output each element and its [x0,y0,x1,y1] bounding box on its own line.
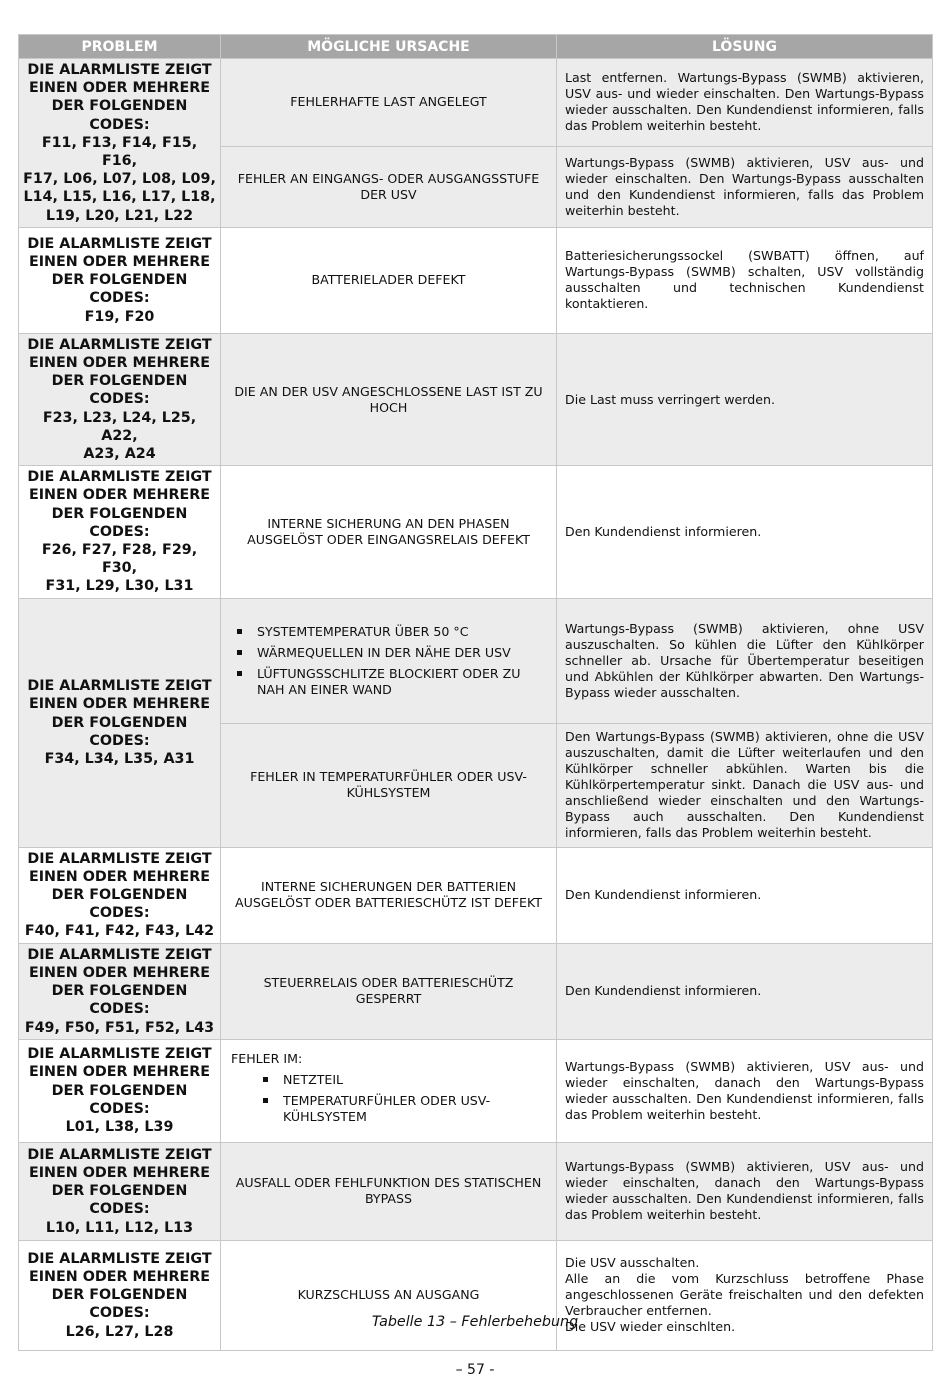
problem-line: DER FOLGENDEN [51,1082,188,1099]
table-row [19,59,933,147]
table-row [19,598,933,723]
solution-text: Die Last muss verringert werden. [565,391,775,407]
problem-cell [19,466,221,598]
cause-cell [221,598,557,723]
table-row [19,227,933,333]
solution-cell [557,943,933,1039]
solution-cell [557,1240,933,1350]
problem-line: EINEN ODER MEHRERE [28,964,211,981]
problem-cell [19,1240,221,1350]
table-row [19,1039,933,1142]
cause-text: DIE AN DER USV ANGESCHLOSSENE LAST IST ZU HOCH [234,383,543,415]
document-page [18,34,932,1351]
problem-line: CODES: [89,116,150,133]
problem-line: F17, L06, L07, L08, L09, [23,171,216,188]
problem-line: EINEN ODER MEHRERE [28,1268,211,1285]
problem-cell [19,333,221,465]
cause-cell [221,146,557,227]
problem-line: CODES: [89,1305,150,1322]
problem-line: DER FOLGENDEN [51,1183,188,1200]
solution-cell [557,723,933,847]
problem-line: DIE ALARMLISTE ZEIGT [27,1250,212,1267]
problem-line: DER FOLGENDEN [51,887,188,904]
problem-cell [19,1142,221,1240]
table-header-row [19,35,933,59]
problem-cell [19,598,221,847]
problem-line: DIE ALARMLISTE ZEIGT [27,469,212,486]
problem-line: F11, F13, F14, F15, F16, [41,134,198,170]
problem-line: CODES: [89,290,150,307]
problem-line: CODES: [89,523,150,540]
cause-cell [221,723,557,847]
problem-line: DER FOLGENDEN [51,98,188,115]
problem-line: EINEN ODER MEHRERE [28,487,211,504]
problem-line: DER FOLGENDEN [51,272,188,289]
cause-cell [221,59,557,147]
problem-line: DER FOLGENDEN [51,505,188,522]
problem-line: EINEN ODER MEHRERE [28,868,211,885]
problem-line: F23, L23, L24, L25, A22, [42,409,197,444]
problem-line: DER FOLGENDEN [51,983,188,1000]
cause-cell [221,466,557,598]
problem-line: DIE ALARMLISTE ZEIGT [27,336,212,353]
problem-line: DIE ALARMLISTE ZEIGT [27,850,212,867]
problem-line: F26, F27, F28, F29, F30, [41,542,198,577]
problem-cell [19,59,221,228]
problem-line: L14, L15, L16, L17, L18, [23,189,216,206]
problem-line: F49, F50, F51, F52, L43 [24,1019,215,1036]
problem-line: L10, L11, L12, L13 [45,1219,194,1236]
solution-text: Last entfernen. Wartungs-Bypass (SWMB) aktivieren, USV aus- und wieder einschalten. Den Wartungs-Bypass wieder ausschalten. Den Kundendienst informieren, falls das Problem weiterhin besteht. [565,70,924,134]
table-row [19,943,933,1039]
solution-line: Die USV wieder einschlten. [565,1319,736,1335]
problem-line: EINEN ODER MEHRERE [28,254,211,271]
problem-cell [19,227,221,333]
problem-cell [19,1039,221,1142]
problem-line: CODES: [89,1100,150,1117]
cause-text: INTERNE SICHERUNGEN DER BATTERIEN AUSGELÖST ODER BATTERIESCHÜTZ IST DEFEKT [235,879,542,911]
solution-text: Batteriesicherungssockel (SWBATT) öffnen, auf Wartungs-Bypass (SWMB) schalten, USV vollständig ausschalten und technischen Kundendienst kontaktieren. [565,248,924,312]
cause-bullet-item: NETZTEIL [231,1072,546,1088]
problem-line: DIE ALARMLISTE ZEIGT [27,678,212,695]
cause-bullet-item: WÄRMEQUELLEN IN DER NÄHE DER USV [231,645,546,661]
problem-line: DIE ALARMLISTE ZEIGT [27,235,212,252]
problem-line: DIE ALARMLISTE ZEIGT [27,62,212,78]
problem-line: A23, A24 [83,446,156,463]
cause-text: AUSFALL ODER FEHLFUNKTION DES STATISCHEN BYPASS [235,1175,542,1207]
solution-text: Wartungs-Bypass (SWMB) aktivieren, ohne USV auszuschalten. So kühlen die Lüfter den Kühlkörper schneller ab. Ursache für Übertemperatur beseitigen und Abkühlen der Kühlkörper abwarten. Den Wartungs-Bypass wieder ausschalten. [565,620,924,700]
problem-line: DER FOLGENDEN [51,1287,188,1304]
problem-line: CODES: [89,391,150,408]
table-row [19,466,933,598]
cause-bullet-list [231,624,546,698]
solution-text: Wartungs-Bypass (SWMB) aktivieren, USV aus- und wieder einschalten. Den Wartungs-Bypass ausschalten und den Kundendienst informieren, falls das Problem weiterhin besteht. [565,154,924,218]
solution-line: Alle an die vom Kurzschluss betroffene Phase angeschlossenen Geräte freischalten und den defekten Verbraucher entfernen. [565,1271,924,1319]
solution-cell [557,466,933,598]
cause-bullet-item: LÜFTUNGSSCHLITZE BLOCKIERT ODER ZU NAH AN EINER WAND [231,666,546,698]
solution-text: Den Kundendienst informieren. [565,523,762,539]
cause-text: FEHLER AN EINGANGS- ODER AUSGANGSSTUFE DER USV [237,170,540,202]
problem-line: CODES: [89,732,150,749]
cause-cell [221,1039,557,1142]
cause-cell [221,333,557,465]
problem-line: DIE ALARMLISTE ZEIGT [27,946,212,963]
problem-line: DIE ALARMLISTE ZEIGT [27,1146,212,1163]
problem-line: EINEN ODER MEHRERE [28,80,211,97]
solution-text: Wartungs-Bypass (SWMB) aktivieren, USV aus- und wieder einschalten, danach den Wartungs-Bypass wieder ausschalten. Den Kundendienst informieren, falls das Problem weiterhin besteht. [565,1058,924,1122]
table-caption: Tabelle 13 – Fehlerbehebung [371,1314,579,1330]
problem-line: DER FOLGENDEN [51,714,188,731]
cause-cell [221,227,557,333]
problem-cell [19,847,221,943]
page-number: – 57 - [455,1362,495,1378]
problem-line: CODES: [89,1201,150,1218]
solution-cell [557,227,933,333]
header-solution: LÖSUNG [557,35,933,59]
cause-cell [221,847,557,943]
troubleshooting-table [18,34,933,1351]
solution-cell [557,333,933,465]
problem-line: EINEN ODER MEHRERE [28,355,211,372]
cause-cell [221,1240,557,1350]
solution-text: Den Kundendienst informieren. [565,983,762,999]
problem-line: EINEN ODER MEHRERE [28,696,211,713]
cause-text: FEHLER IN TEMPERATURFÜHLER ODER USV-KÜHLSYSTEM [250,769,527,801]
problem-line: L26, L27, L28 [65,1323,174,1340]
cause-text: INTERNE SICHERUNG AN DEN PHASEN AUSGELÖST ODER EINGANGSRELAIS DEFEKT [247,515,530,547]
solution-cell [557,146,933,227]
problem-line: F40, F41, F42, F43, L42 [24,923,215,940]
header-cause: MÖGLICHE URSACHE [221,35,557,59]
solution-cell [557,1142,933,1240]
problem-line: CODES: [89,1001,150,1018]
cause-bullet-item: TEMPERATURFÜHLER ODER USV-KÜHLSYSTEM [231,1093,546,1125]
solution-line: Die USV ausschalten. [565,1255,700,1271]
problem-line: DER FOLGENDEN [51,373,188,390]
table-row [19,333,933,465]
solution-text: Den Kundendienst informieren. [565,887,762,903]
cause-text: KURZSCHLUSS AN AUSGANG [297,1287,480,1303]
problem-line: F31, L29, L30, L31 [45,578,194,595]
problem-line: EINEN ODER MEHRERE [28,1064,211,1081]
cause-text: BATTERIELADER DEFEKT [311,272,466,288]
cause-cell [221,1142,557,1240]
problem-line: L01, L38, L39 [65,1119,174,1135]
cause-text: STEUERRELAIS ODER BATTERIESCHÜTZ GESPERRT [263,975,514,1007]
cause-intro: FEHLER IM: [231,1051,303,1067]
table-row [19,847,933,943]
solution-cell [557,847,933,943]
problem-cell [19,943,221,1039]
solution-text: Den Wartungs-Bypass (SWMB) aktivieren, ohne die USV auszuschalten, damit die Lüfter weiterlaufen und den Kühlkörper schneller abkühlen. Warten bis die Kühlkörpertemperatur sinkt. Danach die USV aus- und anschließend wieder einschalten und den Wartungs-Bypass auch ausschalten. Den Kundendienst informieren, falls das Problem weiterhin besteht. [565,729,924,841]
problem-line: CODES: [89,905,150,922]
table-body [19,59,933,1351]
cause-text: FEHLERHAFTE LAST ANGELEGT [290,94,487,110]
table-row [19,1240,933,1350]
solution-cell [557,1039,933,1142]
cause-bullet-list [231,1072,546,1125]
table-row [19,1142,933,1240]
cause-cell [221,943,557,1039]
problem-line: DIE ALARMLISTE ZEIGT [27,1046,212,1063]
problem-line: L19, L20, L21, L22 [45,207,194,224]
cause-bullet-item: SYSTEMTEMPERATUR ÜBER 50 °C [231,624,546,640]
solution-cell [557,59,933,147]
problem-line: F19, F20 [84,308,155,325]
solution-cell [557,598,933,723]
solution-text: Wartungs-Bypass (SWMB) aktivieren, USV aus- und wieder einschalten, danach den Wartungs-Bypass wieder ausschalten. Den Kundendienst informieren, falls das Problem weiterhin besteht. [565,1159,924,1223]
problem-line: EINEN ODER MEHRERE [28,1164,211,1181]
header-problem: PROBLEM [19,35,221,59]
problem-line: F34, L34, L35, A31 [44,750,195,767]
